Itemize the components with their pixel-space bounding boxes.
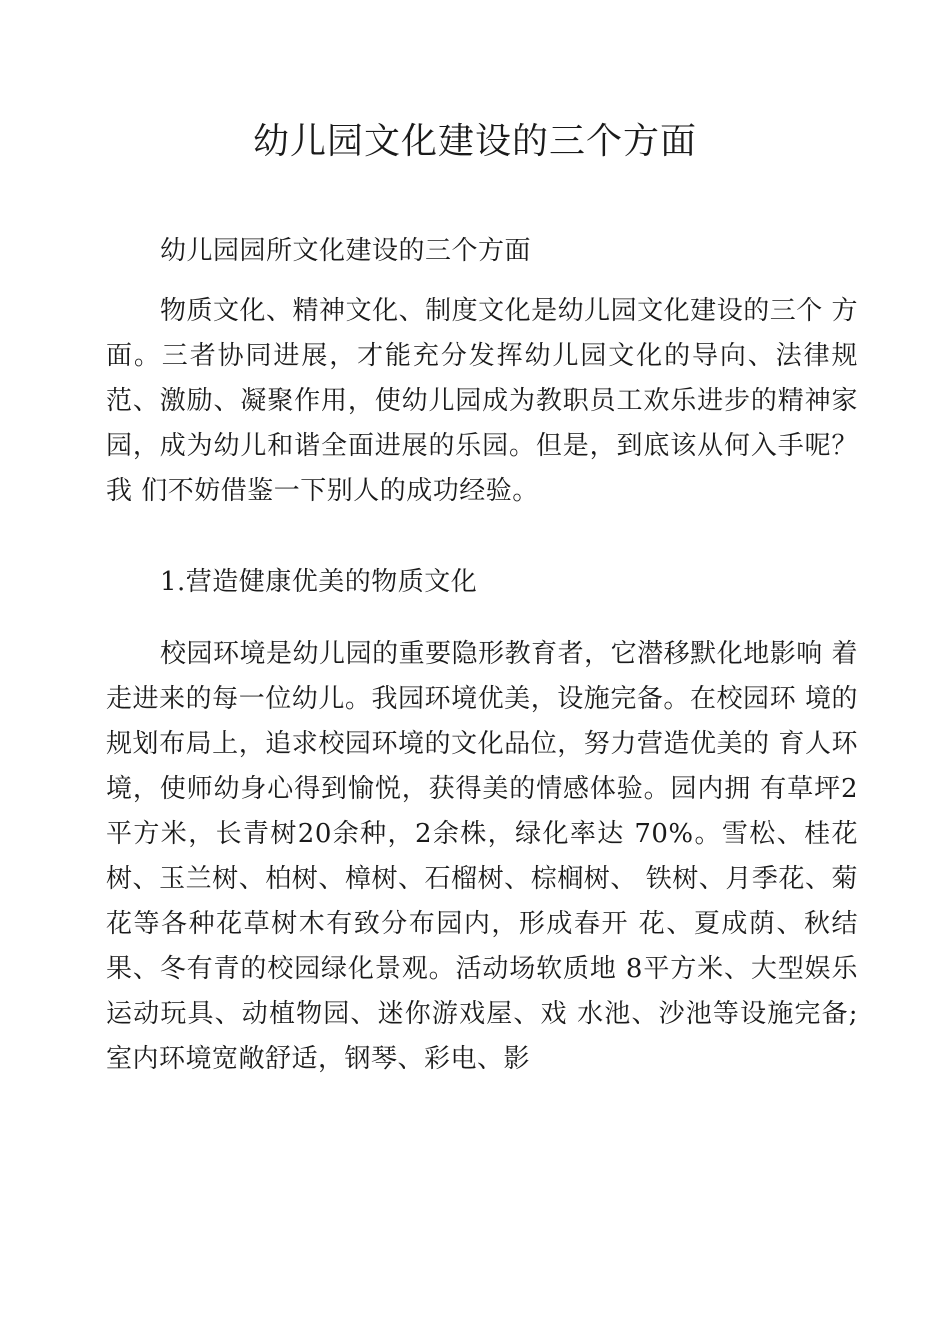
paragraph-intro: 物质文化、精神文化、制度文化是幼儿园文化建设的三个 方面。三者协同进展，才能充分发挥幼儿园文化的导向、法律规范、激励、凝聚作用，使幼儿园成为教职员工欢乐进步的精神家园，成为幼儿和谐全面进展的乐园。但是，到底该从何入手呢？我 们不妨借鉴一下别人的成功经验。: [106, 296, 858, 506]
document-subtitle: 幼儿园园所文化建设的三个方面: [160, 236, 532, 266]
document-title: 幼儿园文化建设的三个方面: [252, 121, 697, 162]
section-heading-1: 1.营造健康优美的物质文化: [160, 567, 478, 597]
paragraph-material-culture: 校园环境是幼儿园的重要隐形教育者，它潜移默化地影响 着走进来的每一位幼儿。我园环境优美，设施完备。在校园环 境的规划布局上，追求校园环境的文化品位，努力营造优美的 育人环境，使师幼身心得到愉悦，获得美的情感体验。园内拥 有草坪2平方米，长青树20余种，2余株，绿化率达 70%。雪松、桂花树、玉兰树、柏树、樟树、石榴树、棕榈树、 铁树、月季花、菊花等各种花草树木有致分布园内，形成春开 花、夏成荫、秋结果、冬有青的校园绿化景观。活动场软质地 8平方米、大型娱乐运动玩具、动植物园、迷你游戏屋、戏 水池、沙池等设施完备;室内环境宽敞舒适，钢琴、彩电、影: [106, 639, 858, 1074]
